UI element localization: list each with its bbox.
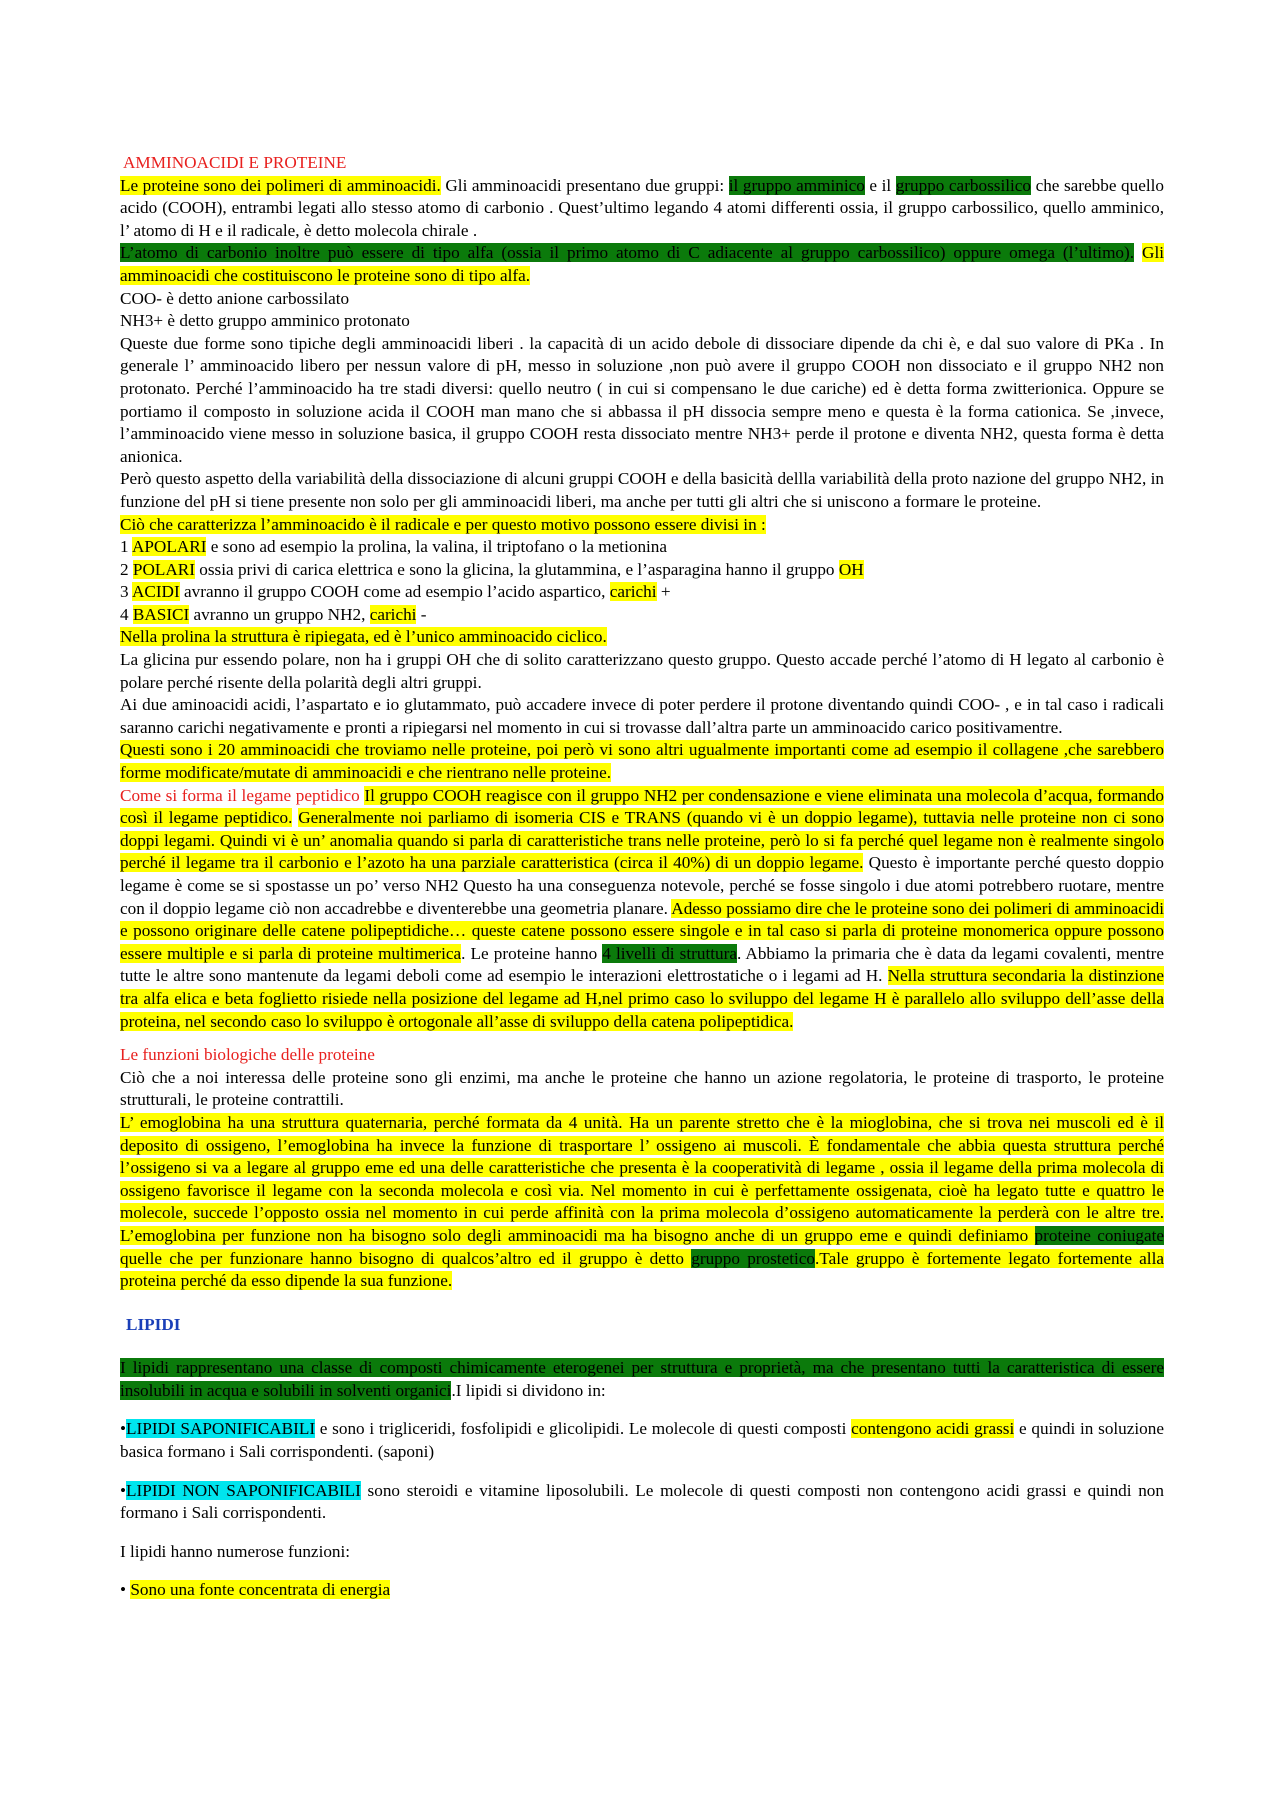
paragraph-glicina: La glicina pur essendo polare, non ha i gruppi OH che di solito caratterizzano questo gruppo. Questo accade perché l’atomo di H legato al carbonio è polare perché risente della polarità degli altri gruppi.: [120, 650, 1164, 692]
line-nh3: NH3+ è detto gruppo amminico protonato: [120, 311, 410, 331]
line-coo: COO- è detto anione carbossilato: [120, 288, 350, 308]
document-page: [120, 152, 1164, 1602]
section-title-amminoacidi: AMMINOACIDI E PROTEINE: [123, 153, 347, 172]
paragraph-funzioni-lipidi: I lipidi hanno numerose funzioni:: [120, 1541, 351, 1561]
list-item-apolari: 1 APOLARI e sono ad esempio la prolina, la valina, il triptofano o la metionina: [120, 537, 668, 557]
paragraph-forme-ioniche: Queste due forme sono tipiche degli amminoacidi liberi . la capacità di un acido debole di dissociare dipende da chi è, e dal suo valore di PKa . In generale l’ amminoacido libero per nessun valore di pH, messo in soluzione ,non può avere il gruppo COOH non dissociato e il gruppo NH2 non protonato. Perché l’amminoacido ha tre stadi diversi: quello neutro ( in cui si compensano le due cariche) ed è detta forma zwitterionica. Oppure se portiamo il composto in soluzione acida il COOH man mano che si abbassa il pH dissocia sempre meno e questa è la forma cationica. Se ,invece, l’amminoacido viene messo in soluzione basica, il gruppo COOH resta dissociato mentre NH3+ perde il protone e diventa NH2, questa forma è detta anionica.: [120, 333, 1164, 466]
section-title-lipidi: LIPIDI: [126, 1314, 181, 1334]
paragraph-legame-peptidico: Come si forma il legame peptidico Il gruppo COOH reagisce con il gruppo NH2 per condensazione e viene eliminata una molecola d’acqua, formando così il legame peptidico. Generalmente noi parliamo di isomeria CIS e TRANS (quando vi è un doppio legame), tuttavia nelle proteine non ci sono doppi legami. Quindi vi è un’ anomalia quando si parla di caratteristiche trans nelle proteine, però lo si fa perché quel legame non è realmente singolo perché il legame tra il carbonio e l’azoto ha una parziale caratteristica (circa il 40%) di un doppio legame. Questo è importante perché questo doppio legame è come se si spostasse un po’ verso NH2 Questo ha una conseguenza notevole, perché se fosse singolo i due atomi potrebbero ruotare, mentre con il doppio legame ciò non accadrebbe e diventerebbe una geometria planare. Adesso possiamo dire che le proteine sono dei polimeri di amminoacidi e possono originare delle catene polipeptidiche… queste catene possono essere singole e in tal caso si parla di proteine monomerica oppure possono essere multiple e si parla di proteine multimerica. Le proteine hanno 4 livelli di struttura. Abbiamo la primaria che è data da legami covalenti, mentre tutte le altre sono mantenute da legami deboli come ad esempio le interazioni elettrostatiche o i legami ad H. Nella struttura secondaria la distinzione tra alfa elica e beta foglietto risiede nella posizione del legame ad H,nel primo caso lo sviluppo del legame H è parallelo allo sviluppo dell’asse della proteina, nel secondo caso lo sviluppo è ortogonale all’asse di sviluppo della catena polipeptidica.: [120, 785, 1164, 1031]
list-item-acidi: 3 ACIDI avranno il gruppo COOH come ad esempio l’acido aspartico, carichi +: [120, 582, 671, 602]
paragraph-funzioni: Ciò che a noi interessa delle proteine sono gli enzimi, ma anche le proteine che hanno un azione regolatoria, le proteine di trasporto, le proteine strutturali, le proteine contrattili.: [120, 1067, 1164, 1110]
subheading-legame-peptidico: Come si forma il legame peptidico: [120, 785, 360, 805]
paragraph-dissociazione: Però questo aspetto della variabilità della dissociazione di alcuni gruppi COOH e della basicità dellla variabilità della proto nazione del gruppo NH2, in funzione del pH si tiene presente non solo per gli amminoacidi liberi, ma anche per tutti gli altri che si uniscono a formare le proteine.: [120, 469, 1164, 511]
paragraph-radicale: Ciò che caratterizza l’amminoacido è il radicale e per questo motivo possono essere divisi in :: [120, 514, 766, 534]
bullet: •: [120, 1419, 127, 1439]
paragraph-lipidi-intro: I lipidi rappresentano una classe di composti chimicamente eterogenei per struttura e proprietà, ma che presentano tutti la caratteristica di essere insolubili in acqua e solubili in solventi organici.I lipidi si dividono in:: [120, 1358, 1164, 1400]
paragraph-emoglobina: L’ emoglobina ha una struttura quaternaria, perché formata da 4 unità. Ha un parente stretto che è la mioglobina, che si trova nei muscoli ed è il deposito di ossigeno, l’emoglobina ha invece la funzione di trasportare l’ ossigeno ai muscoli. È fondamentale che abbia questa struttura perché l’ossigeno si va a legare al gruppo eme ed una delle caratteristiche che presenta è la cooperatività di legame , ossia il legame della prima molecola di ossigeno favorisce il legame con la seconda molecola e così via. Nel momento in cui è perfettamente ossigenata, cioè ha legato tutte e quattro le molecole, succede l’opposto ossia nel momento in cui perde affinità con la prima molecola d’ossigeno automaticamente la perderà con le altre tre. L’emoglobina per funzione non ha bisogno solo degli amminoacidi ma ha bisogno anche di un gruppo eme e quindi definiamo proteine coniugate quelle che per funzionare hanno bisogno di qualcos’altro ed il gruppo è detto gruppo prostetico.Tale gruppo è fortemente legato fortemente alla proteina perché da esso dipende la sua funzione.: [120, 1112, 1165, 1291]
list-item-energia: • Sono una fonte concentrata di energia: [120, 1580, 391, 1600]
list-item-basici: 4 BASICI avranno un gruppo NH2, carichi -: [120, 604, 427, 624]
section-title-funzioni: Le funzioni biologiche delle proteine: [120, 1045, 375, 1065]
paragraph-lipidi-non-saponificabili: •LIPIDI NON SAPONIFICABILI sono steroidi e vitamine liposolubili. Le molecole di questi composti non contengono acidi grassi e quindi non formano i Sali corrispondenti.: [120, 1480, 1164, 1523]
paragraph-alfa-omega: L’atomo di carbonio inoltre può essere di tipo alfa (ossia il primo atomo di C adiacente al gruppo carbossilico) oppure omega (l’ultimo). Gli amminoacidi che costituiscono le proteine sono di tipo alfa.: [120, 243, 1165, 285]
bullet: •: [120, 1480, 127, 1500]
paragraph-prolina: Nella prolina la struttura è ripiegata, ed è l’unico amminoacido ciclico.: [120, 627, 607, 647]
paragraph-lipidi-saponificabili: •LIPIDI SAPONIFICABILI e sono i trigliceridi, fosfolipidi e glicolipidi. Le molecole di questi composti contengono acidi grassi e quindi in soluzione basica formano i Sali corrispondenti. (saponi): [120, 1419, 1164, 1462]
bullet: •: [120, 1580, 131, 1600]
list-item-polari: 2 POLARI ossia privi di carica elettrica e sono la glicina, la glutammina, e l’asparagina hanno il gruppo OH: [120, 559, 864, 579]
paragraph-aminoacidi-acidi: Ai due aminoacidi acidi, l’aspartato e io glutammato, può accadere invece di poter perdere il protone diventando quindi COO- , e in tal caso i radicali saranno carichi negativamente e pronti a ripiegarsi nel momento in cui si trovasse dall’altra parte un amminoacido carico positivamentre.: [120, 695, 1164, 737]
paragraph-collagene: Questi sono i 20 amminoacidi che troviamo nelle proteine, poi però vi sono altri ugualmente importanti come ad esempio il collagene ,che sarebbero forme modificate/mutate di amminoacidi e che rientrano nelle proteine.: [120, 740, 1164, 783]
paragraph-intro: Le proteine sono dei polimeri di amminoacidi. Gli amminoacidi presentano due gruppi: il gruppo amminico e il gruppo carbossilico che sarebbe quello acido (COOH), entrambi legati allo stesso atomo di carbonio . Quest’ultimo legando 4 atomi differenti ossia, il gruppo carbossilico, quello amminico, l’ atomo di H e il radicale, è detto molecola chirale .: [120, 175, 1164, 240]
